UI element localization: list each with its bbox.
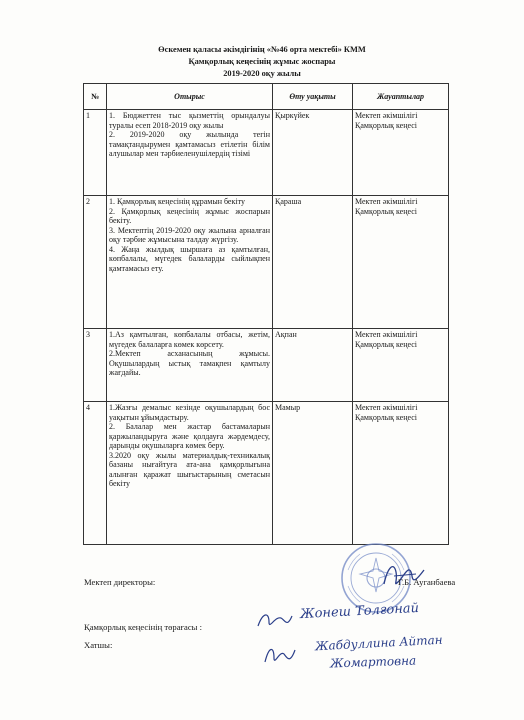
table-row (84, 402, 449, 545)
title-line-3: 2019-2020 оқу жылы (223, 69, 301, 79)
header-responsible: Жауаптылар (353, 84, 449, 110)
row-term: Қыркүйек (273, 110, 353, 196)
row-responsible: Мектеп әкімшілігі Қамқорлық кеңесі (353, 196, 449, 329)
title-line-1: Өскемен қаласы әкімдігінің «№46 орта мектебі» КММ (158, 45, 366, 54)
secretary-label: Хатшы: (84, 640, 113, 650)
event-item: 3. Мектептің 2019-2020 оқу жылына арналған оқу тәрбие жұмысына талдау жүргізу. (109, 225, 270, 244)
event-item: 2. Қамқорлық кеңесінің жұмыс жоспарын бекіту. (109, 206, 270, 225)
chair-label: Қамқорлық кеңесінің төрағасы : (84, 622, 202, 632)
row-term: Қараша (273, 196, 353, 329)
chair-handwritten: Жонеш Толғонай (299, 600, 420, 623)
header-event: Отырыс (107, 84, 273, 110)
row-event (107, 110, 273, 196)
event-item: 1. Бюджеттен тыс қызметтің орындалуы туралы есеп 2018-2019 оқу жылы (109, 111, 270, 130)
row-event (107, 402, 273, 545)
director-name: Г.Б. Ауганбаева (398, 577, 456, 587)
event-item: 2.Мектеп асханасының жұмысы. Оқушылардың ыстық тамақпен қамтылу жағдайы. (109, 349, 270, 377)
row-number: 3 (84, 329, 107, 402)
table-row (84, 196, 449, 329)
title-line-2: Қамқорлық кеңесінің жұмыс жоспары (188, 57, 336, 67)
secretary-signature-icon (262, 640, 298, 670)
event-item: 2. Балалар мен жастар бастамаларын қаржыландыруға және қолдауға жәрдемдесу, дарынды оқушыларға көмек беру. (109, 422, 270, 450)
event-item: 1.Аз қамтылған, көпбалалы отбасы, жетім, мүгедек балаларға көмек көрсету. (109, 330, 270, 349)
document-title (0, 44, 524, 81)
table-row (84, 329, 449, 402)
chair-signature-icon (255, 608, 295, 634)
header-no: № (84, 84, 107, 110)
row-responsible: Мектеп әкімшілігі Қамқорлық кеңесі (353, 402, 449, 545)
event-item: 2. 2019-2020 оқу жылында тегін тамақтандырумен қамтамасыз етілетін білім алушылар мен тәрбиеленушілердің тізімі (109, 130, 270, 158)
secretary-handwritten-1: Жабдуллина Айтан (314, 632, 443, 654)
table-header-row (84, 84, 449, 110)
event-item: 4. Жаңа жылдық шыршаға аз қамтылған, көпбалалы, мүгедек балаларды сыйлықпен қамтамасыз ету. (109, 244, 270, 273)
table-row (84, 110, 449, 196)
row-term: Мамыр (273, 402, 353, 545)
event-item: 1. Қамқорлық кеңесінің құрамын бекіту (109, 197, 245, 206)
event-item: 3.2020 оқу жылы материалдық-техникалық базаны нығайтуға ата-ана қамқорлығына алынған қаражат шығыстарының сметасын бекіту (109, 450, 270, 488)
row-event (107, 196, 273, 329)
row-term: Ақпан (273, 329, 353, 402)
row-number: 1 (84, 110, 107, 196)
secretary-handwritten-2: Жомартовна (329, 653, 417, 671)
row-responsible: Мектеп әкімшілігі Қамқорлық кеңесі (353, 110, 449, 196)
plan-table (83, 83, 449, 545)
row-number: 4 (84, 402, 107, 545)
director-label: Мектеп директоры: (84, 577, 156, 587)
header-term: Өту уақыты (273, 84, 353, 110)
event-item: 1.Жазғы демалыс кезінде оқушылардың бос уақытын ұйымдастыру. (109, 403, 270, 422)
row-event (107, 329, 273, 402)
row-number: 2 (84, 196, 107, 329)
row-responsible: Мектеп әкімшілігі Қамқорлық кеңесі (353, 329, 449, 402)
